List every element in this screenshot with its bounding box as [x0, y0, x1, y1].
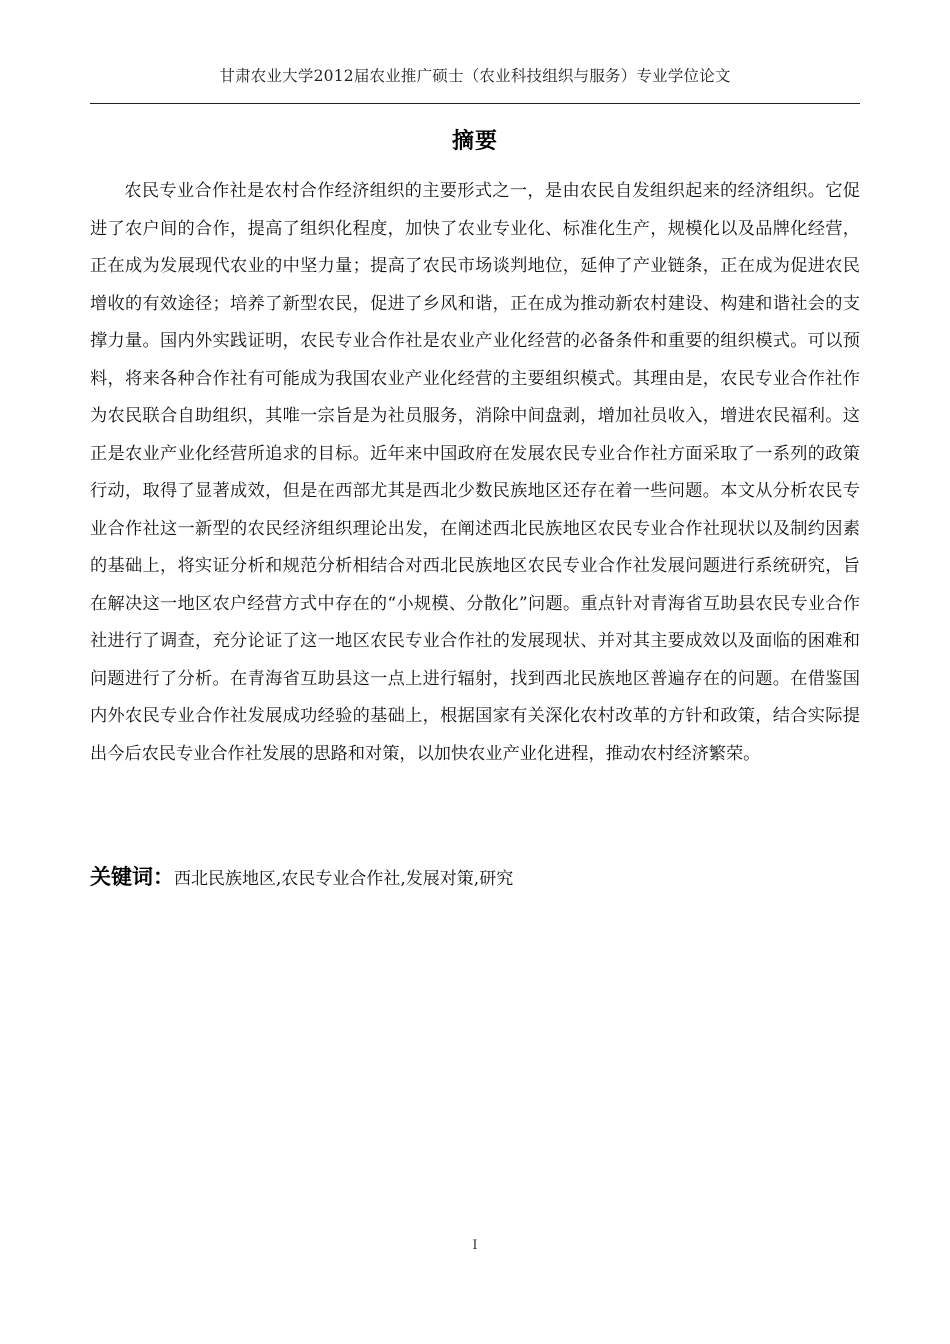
- page-number: I: [472, 1238, 478, 1253]
- abstract-body: 农民专业合作社是农村合作经济组织的主要形式之一，是由农民自发组织起来的经济组织。它促进了农户间的合作，提高了组织化程度，加快了农业专业化、标准化生产，规模化以及品牌化经营，正在成为发展现代农业的中坚力量；提高了农民市场谈判地位，延伸了产业链条，正在成为促进农民增收的有效途径；培养了新型农民，促进了乡风和谐，正在成为推动新农村建设、构建和谐社会的支撑力量。国内外实践证明，农民专业合作社是农业产业化经营的必备条件和重要的组织模式。可以预料，将来各种合作社有可能成为我国农业产业化经营的主要组织模式。其理由是，农民专业合作社作为农民联合自助组织，其唯一宗旨是为社员服务，消除中间盘剥，增加社员收入，增进农民福利。这正是农业产业化经营所追求的目标。近年来中国政府在发展农民专业合作社方面采取了一系列的政策行动，取得了显著成效，但是在西部尤其是西北少数民族地区还存在着一些问题。本文从分析农民专业合作社这一新型的农民经济组织理论出发，在阐述西北民族地区农民专业合作社现状以及制约因素的基础上，将实证分析和规范分析相结合对西北民族地区农民专业合作社发展问题进行系统研究，旨在解决这一地区农户经营方式中存在的“小规模、分散化”问题。重点针对青海省互助县农民专业合作社进行了调查，充分论证了这一地区农民专业合作社的发展现状、并对其主要成效以及面临的困难和问题进行了分析。在青海省互助县这一点上进行辐射，找到西北民族地区普遍存在的问题。在借鉴国内外农民专业合作社发展成功经验的基础上，根据国家有关深化农村改革的方针和政策，结合实际提出今后农民专业合作社发展的思路和对策，以加快农业产业化进程，推动农村经济繁荣。: [90, 181, 860, 764]
- running-header: 甘肃农业大学2012届农业推广硕士（农业科技组织与服务）专业学位论文: [219, 67, 731, 85]
- keywords-label: 关键词：: [90, 865, 174, 889]
- keywords-text: 西北民族地区,农民专业合作社,发展对策,研究: [174, 869, 514, 889]
- keywords-line: [90, 858, 860, 898]
- abstract-title: 摘要: [451, 129, 498, 154]
- header-divider: [90, 103, 860, 104]
